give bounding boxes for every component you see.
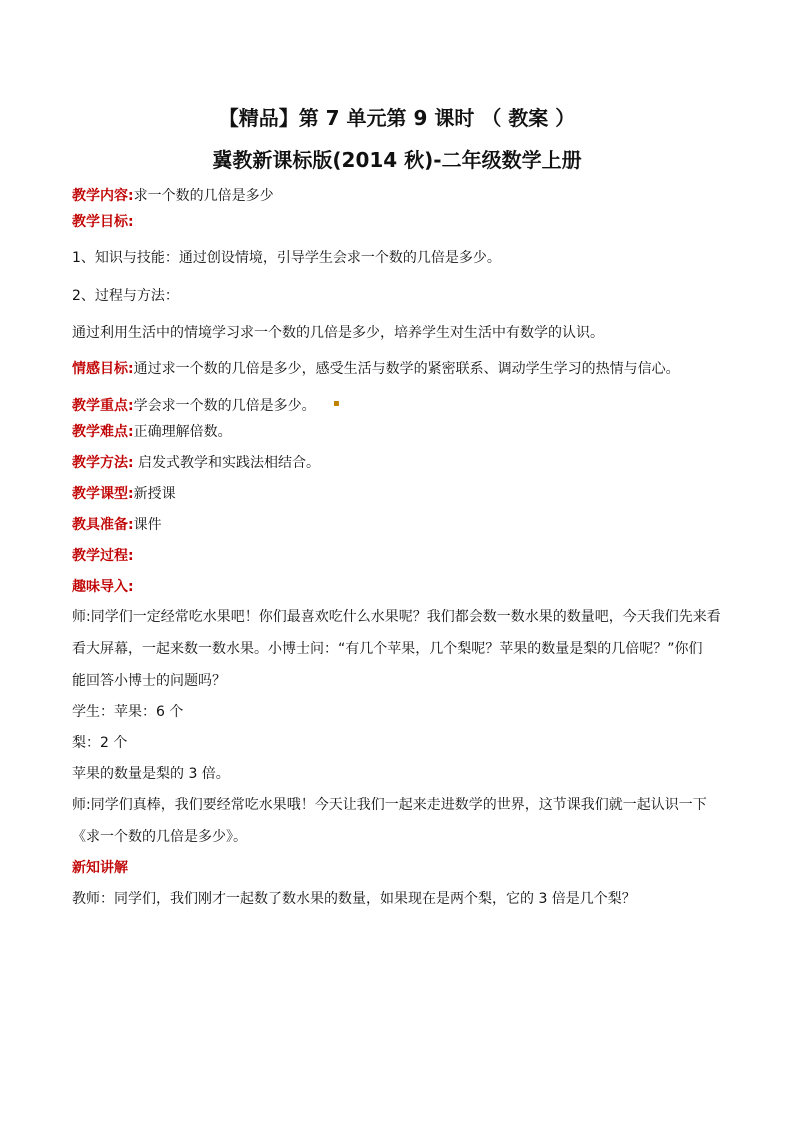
intro-paragraph-1-line-3: 能回答小博士的问题吗？ — [72, 673, 226, 689]
intro-paragraph-2-line-1: 师:同学们真棒，我们要经常吃水果哦！今天让我们一起来走进数学的世界，这节课我们就一起认识一下 — [72, 797, 707, 813]
new-knowledge-paragraph: 教师：同学们，我们刚才一起数了数水果的数量，如果现在是两个梨，它的 3 倍是几个梨？ — [72, 891, 636, 907]
key-point-row — [72, 396, 316, 416]
tools-row — [72, 515, 162, 535]
key-point-label: 教学重点: — [72, 398, 134, 414]
student-answer-1: 学生：苹果：6 个 — [72, 704, 184, 720]
process-label: 教学过程: — [72, 548, 134, 564]
difficulty-label: 教学难点: — [72, 424, 134, 440]
intro-paragraph-2-line-2: 《求一个数的几倍是多少》。 — [72, 829, 247, 845]
content-label: 教学内容: — [72, 188, 134, 204]
student-answer-3: 苹果的数量是梨的 3 倍。 — [72, 766, 230, 782]
goal-item-2-detail: 通过利用生活中的情境学习求一个数的几倍是多少，培养学生对生活中有数学的认识。 — [72, 325, 604, 341]
document-title: 【精品】第 7 单元第 9 课时 （ 教案 ） — [218, 106, 576, 130]
process-heading — [72, 546, 134, 566]
intro-label: 趣味导入: — [72, 579, 134, 595]
new-knowledge-heading — [72, 858, 128, 878]
intro-paragraph-1-line-1: 师:同学们一定经常吃水果吧！你们最喜欢吃什么水果呢？我们都会数一数水果的数量吧，今天我们先来看 — [72, 609, 721, 625]
key-point-value: 学会求一个数的几倍是多少。 — [133, 398, 316, 414]
intro-paragraph-1-line-2: 看大屏幕，一起来数一数水果。小博士问：“有几个苹果，几个梨呢？苹果的数量是梨的几倍呢？”你们 — [72, 641, 703, 657]
new-knowledge-label: 新知讲解 — [72, 860, 128, 876]
content-value: 求一个数的几倍是多少 — [133, 188, 274, 204]
difficulty-value: 正确理解倍数。 — [133, 424, 232, 440]
stray-mark: ▪ — [333, 398, 340, 409]
method-row — [72, 453, 320, 473]
method-value: 启发式教学和实践法相结合。 — [133, 455, 321, 471]
emotion-value: 通过求一个数的几倍是多少，感受生活与数学的紧密联系、调动学生学习的热情与信心。 — [133, 361, 680, 377]
lesson-type-label: 教学课型: — [72, 486, 134, 502]
goals-heading — [72, 212, 134, 232]
lesson-type-row — [72, 484, 176, 504]
document-subtitle: 冀教新课标版(2014 秋)-二年级数学上册 — [212, 148, 582, 172]
intro-heading — [72, 577, 134, 597]
tools-label: 教具准备: — [72, 517, 134, 533]
emotion-label: 情感目标: — [72, 361, 134, 377]
goals-label: 教学目标: — [72, 214, 134, 230]
content-row — [72, 186, 274, 206]
difficulty-row — [72, 422, 232, 442]
tools-value: 课件 — [133, 517, 162, 533]
goal-item-1: 1、知识与技能：通过创设情境，引导学生会求一个数的几倍是多少。 — [72, 250, 501, 266]
method-label: 教学方法: — [72, 455, 134, 471]
goal-item-2: 2、过程与方法： — [72, 288, 179, 304]
emotion-row — [72, 359, 680, 379]
student-answer-2: 梨：2 个 — [72, 735, 128, 751]
lesson-type-value: 新授课 — [133, 486, 176, 502]
